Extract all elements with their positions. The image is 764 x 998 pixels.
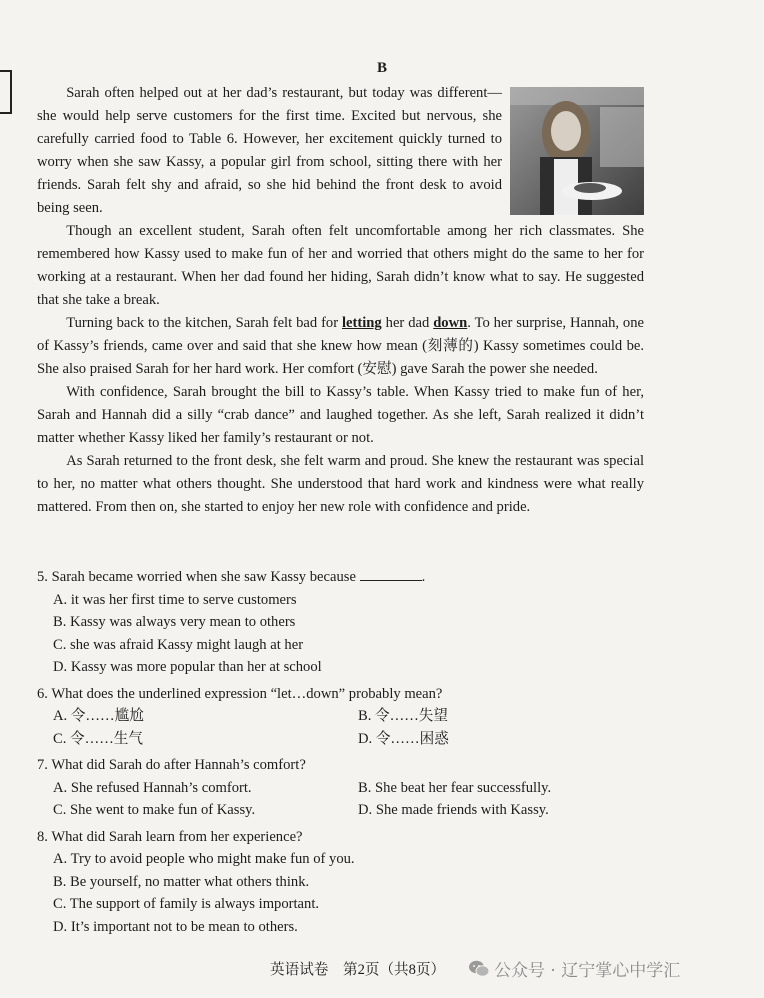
option: D. Kassy was more popular than her at school [53, 659, 322, 675]
option: D. She made friends with Kassy. [358, 802, 549, 818]
question-5: 5. Sarah became worried when she saw Kassy because . A. it was her first time to serve customers B. Kassy was always very mean to others C. she was afraid Kassy might laugh at her D. Kassy was more popular than her at school [37, 566, 647, 679]
section-title: B [376, 60, 387, 76]
option: C. she was afraid Kassy might laugh at her [53, 636, 304, 653]
option: A. 令……尴尬 [53, 708, 144, 724]
question-7: 7. What did Sarah do after Hannah’s comfort? A. She refused Hannah’s comfort. B. She beat her fear successfully. C. She went to make fun of Kassy. D. She made friends with Kassy. [37, 754, 647, 822]
underlined-word-letting: letting [342, 315, 382, 331]
option: A. She refused Hannah’s comfort. [53, 779, 252, 796]
option: C. She went to make fun of Kassy. [53, 802, 256, 818]
option: B. Be yourself, no matter what others think. [53, 873, 310, 890]
waitress-image [510, 87, 644, 215]
paragraph-5: As Sarah returned to the front desk, she felt warm and proud. She knew the restaurant was special to her, no matter what others thought. She understood that hard work and kindness were what really mattered. From then on, she started to enjoy her new role with confidence and pride. [37, 453, 644, 515]
watermark [468, 956, 680, 981]
question-6: 6. What does the underlined expression “let…down” probably mean? A. 令……尴尬 B. 令……失望 C. 令……生气 D. 令……困惑 [37, 683, 647, 751]
paragraph-4: With confidence, Sarah brought the bill to Kassy’s table. When Kassy tried to make fun of her, Sarah and Hannah did a silly “crab dance” and laughed together. As she left, Sarah realized it didn’t matter whether Kassy liked her family’s restaurant or not. [37, 384, 644, 446]
answer-blank [360, 566, 422, 581]
wechat-icon [468, 959, 490, 979]
paragraph-2: Though an excellent student, Sarah often felt uncomfortable among her rich classmates. She remembered how Kassy used to make fun of her and worried that others might do the same to her for working at a restaurant. When her dad found her hiding, Sarah didn’t know what to say. He suggested that she take a break. [37, 223, 644, 308]
option: A. it was her first time to serve customers [53, 591, 297, 608]
page-number: 英语试卷 第2页（共8页） [270, 962, 446, 978]
page-footer [0, 956, 764, 980]
illustration-photo [510, 87, 644, 215]
reading-passage [37, 82, 644, 519]
underlined-word-down: down [433, 315, 468, 331]
watermark-text: 公众号 · 辽宁掌心中学汇 [494, 961, 681, 981]
option: D. 令……困惑 [358, 730, 449, 747]
option: B. She beat her fear successfully. [358, 779, 552, 796]
question-8: 8. What did Sarah learn from her experience? A. Try to avoid people who might make fun of you. B. Be yourself, no matter what others think. C. The support of family is always important. D. It’s important not to be mean to others. [37, 826, 647, 939]
option: A. Try to avoid people who might make fun of you. [53, 851, 355, 867]
option: B. Kassy was always very mean to others [53, 614, 296, 630]
option: D. It’s important not to be mean to others. [53, 918, 298, 935]
option: C. The support of family is always important. [53, 896, 320, 912]
paragraph-3: Turning back to the kitchen, Sarah felt bad for letting her dad down. To her surprise, Hannah, one of Kassy’s friends, came over and said that she knew how mean (刻薄的) Kassy sometimes could be. She also praised Sarah for her hard work. Her comfort (安慰) gave Sarah the power she needed. [37, 315, 644, 377]
paragraph-1: Sarah often helped out at her dad’s restaurant, but today was different—she would help serve customers for the first time. Excited but nervous, she carefully carried food to Table 6. However, her excitement quickly turned to worry when she saw Kassy, a popular girl from school, sitting there with her friends. Sarah felt shy and afraid, so she hid behind the front desk to avoid being seen. [37, 82, 644, 220]
option: C. 令……生气 [53, 730, 143, 747]
question-list [37, 566, 647, 942]
option: B. 令……失望 [358, 708, 448, 724]
